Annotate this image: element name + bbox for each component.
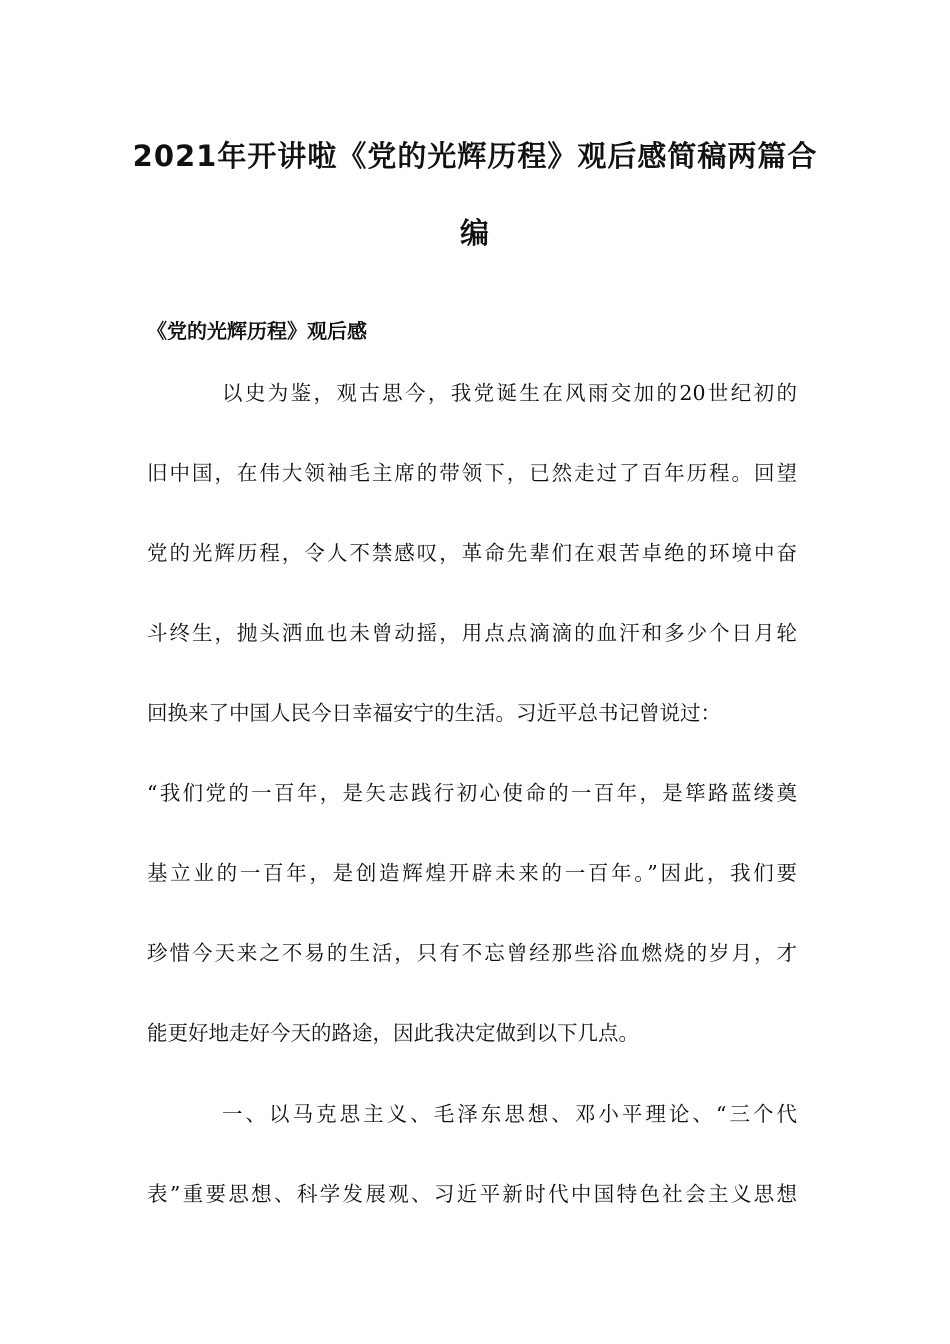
paragraph-line: 一、以马克思主义、毛泽东思想、邓小平理论、“三个代 bbox=[222, 1102, 797, 1126]
paragraph-line: 表”重要思想、科学发展观、习近平新时代中国特色社会主义思想 bbox=[147, 1182, 797, 1206]
document-title-line-1: 2021年开讲啦《党的光辉历程》观后感简稿两篇合 bbox=[132, 139, 818, 173]
section-heading: 《党的光辉历程》观后感 bbox=[147, 319, 367, 343]
paragraph-line: 斗终生，抛头洒血也未曾动摇，用点点滴滴的血汗和多少个日月轮 bbox=[147, 621, 797, 645]
paragraph-line: 基立业的一百年，是创造辉煌开辟未来的一百年。”因此，我们要 bbox=[147, 861, 797, 885]
paragraph-line: 珍惜今天来之不易的生活，只有不忘曾经那些浴血燃烧的岁月，才 bbox=[147, 941, 797, 965]
paragraph-line: 能更好地走好今天的路途，因此我决定做到以下几点。 bbox=[147, 1021, 639, 1045]
paragraph-line: “我们党的一百年，是矢志践行初心使命的一百年，是筚路蓝缕奠 bbox=[147, 781, 797, 805]
paragraph-line: 党的光辉历程，令人不禁感叹，革命先辈们在艰苦卓绝的环境中奋 bbox=[147, 541, 797, 565]
paragraph-line: 回换来了中国人民今日幸福安宁的生活。习近平总书记曾说过： bbox=[147, 701, 721, 725]
document-title-line-2: 编 bbox=[459, 216, 490, 250]
paragraph-line: 旧中国，在伟大领袖毛主席的带领下，已然走过了百年历程。回望 bbox=[147, 461, 797, 485]
paragraph-line: 以史为鉴，观古思今，我党诞生在风雨交加的20世纪初的 bbox=[222, 381, 797, 405]
